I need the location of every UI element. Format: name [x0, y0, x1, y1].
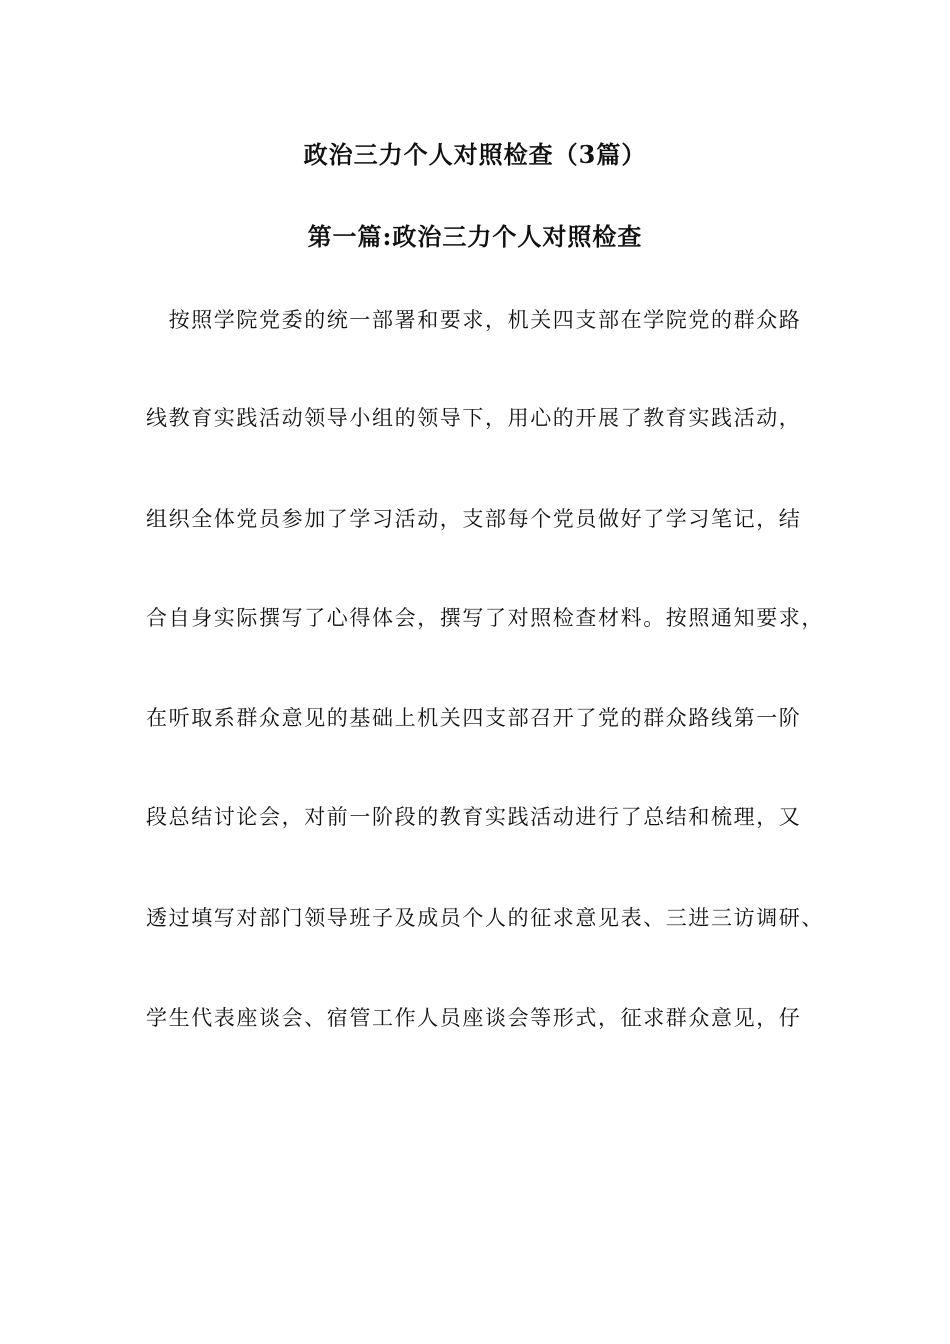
body-line: 段总结讨论会，对前一阶段的教育实践活动进行了总结和梳理，又: [146, 805, 802, 829]
body-line: 组织全体党员参加了学习活动，支部每个党员做好了学习笔记，结: [146, 507, 802, 531]
body-line: 在听取系群众意见的基础上机关四支部召开了党的群众路线第一阶: [146, 706, 802, 730]
body-line: 合自身实际撰写了心得体会，撰写了对照检查材料。按照通知要求，: [146, 606, 824, 630]
body-line: 线教育实践活动领导小组的领导下，用心的开展了教育实践活动，: [146, 406, 802, 430]
body-line: 学生代表座谈会、宿管工作人员座谈会等形式，征求群众意见，仔: [146, 1006, 802, 1030]
body-line: 按照学院党委的统一部署和要求，机关四支部在学院党的群众路: [146, 308, 802, 332]
document-title: 政治三力个人对照检查（3篇）: [303, 140, 647, 169]
section-title: 第一篇:政治三力个人对照检查: [307, 222, 643, 251]
body-line: 透过填写对部门领导班子及成员个人的征求意见表、三进三访调研、: [146, 906, 824, 930]
